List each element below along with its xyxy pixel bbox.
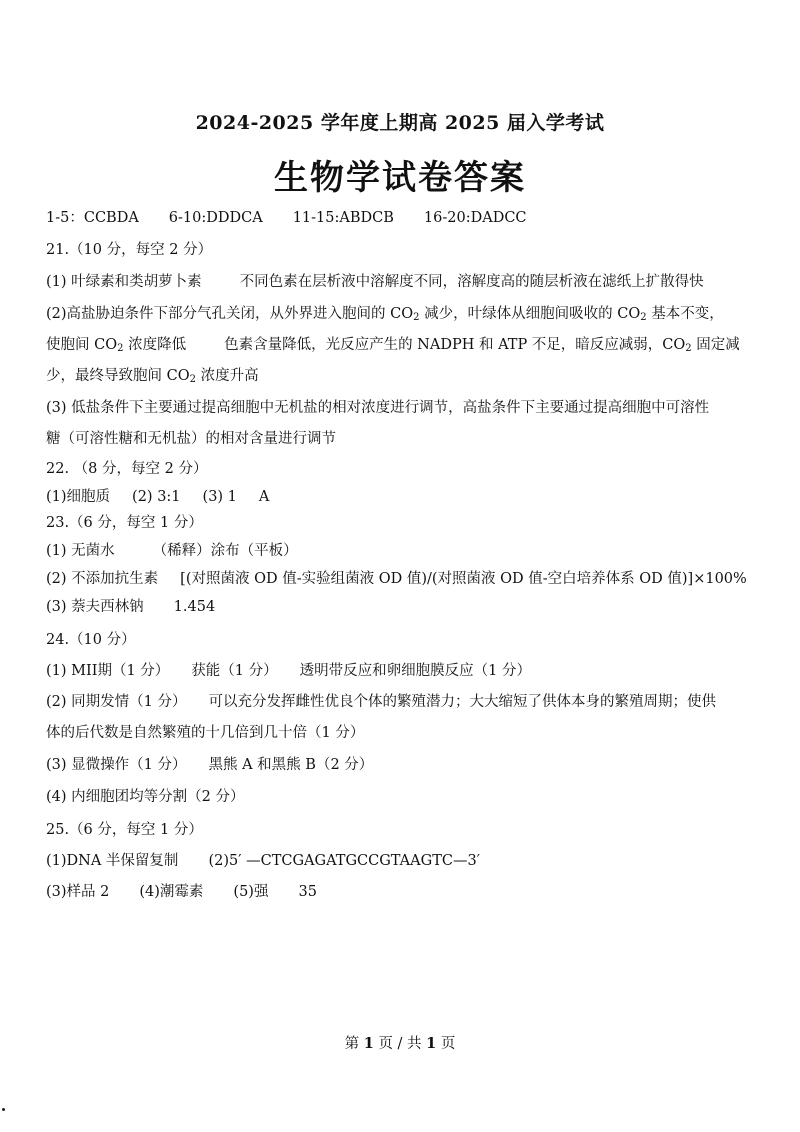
page-total: 1 bbox=[426, 1035, 437, 1052]
q22-answers: (1)细胞质 (2) 3:1 (3) 1 A bbox=[46, 489, 270, 505]
subject-title: 生物学试卷答案 bbox=[274, 158, 526, 198]
q21-answer-2-line-3: 少，最终导致胞间 $CO_2$ 浓度升高 bbox=[46, 368, 259, 385]
choice-group-4: 16-20:DADCC bbox=[423, 210, 527, 226]
choice-group-2: 6-10:DDDCA bbox=[168, 210, 263, 226]
q22-heading: 22. （8 分，每空 2 分） bbox=[46, 461, 208, 477]
q23-answer-3: (3) 萘夫西林钠 1.454 bbox=[46, 599, 216, 615]
q23-heading: 23.（6 分，每空 1 分） bbox=[46, 515, 203, 531]
q24-answer-1: (1) MII期（1 分） 获能（1 分） 透明带反应和卵细胞膜反应（1 分） bbox=[46, 663, 531, 679]
choice-answers bbox=[46, 208, 527, 228]
q21-answer-2-line-1: (2)高盐胁迫条件下部分气孔关闭，从外界进入胞间的 $CO_2$ 减少，叶绿体从细胞间吸收的 $CO_2$ 基本不变， bbox=[46, 306, 724, 323]
q23-answer-2: (2) 不添加抗生素 [(对照菌液 OD 值-实验组菌液 OD 值)/(对照菌液 OD 值-空白培养体系 OD 值)]×100% bbox=[46, 571, 747, 587]
q21-answer-2-line-2: 使胞间 $CO_2$ 浓度降低 色素含量降低，光反应产生的 NADPH 和 ATP 不足，暗反应减弱，$CO_2$ 固定减 bbox=[46, 337, 740, 354]
q25-heading: 25.（6 分，每空 1 分） bbox=[46, 822, 203, 838]
q24-heading: 24.（10 分） bbox=[46, 632, 136, 648]
choice-group-3: 11-15:ABDCB bbox=[292, 210, 394, 226]
q24-answer-3: (3) 显微操作（1 分） 黑熊 A 和黑熊 B（2 分） bbox=[46, 757, 374, 773]
q21-answer-3-line-2: 糖（可溶性糖和无机盐）的相对含量进行调节 bbox=[46, 431, 336, 447]
page-number: 1 bbox=[363, 1035, 374, 1052]
q24-answer-2-line-1: (2) 同期发情（1 分） 可以充分发挥雌性优良个体的繁殖潜力；大大缩短了供体本身的繁殖周期；使供 bbox=[46, 694, 716, 710]
scan-mark bbox=[2, 1108, 5, 1111]
q21-heading: 21.（10 分，每空 2 分） bbox=[46, 242, 213, 258]
choice-group-1: 1-5：CCBDA bbox=[46, 210, 139, 226]
q24-answer-4: (4) 内细胞团均等分割（2 分） bbox=[46, 789, 245, 805]
q21-answer-3-line-1: (3) 低盐条件下主要通过提高细胞中无机盐的相对浓度进行调节，高盐条件下主要通过提高细胞中可溶性 bbox=[46, 400, 710, 416]
q24-answer-2-line-2: 体的后代数是自然繁殖的十几倍到几十倍（1 分） bbox=[46, 725, 365, 741]
page-footer: 第 1 页 / 共 1 页 bbox=[344, 1035, 456, 1052]
exam-title: 2024-2025 学年度上期高 2025 届入学考试 bbox=[195, 112, 605, 134]
q21-answer-1: (1) 叶绿素和类胡萝卜素 不同色素在层析液中溶解度不同，溶解度高的随层析液在滤纸上扩散得快 bbox=[46, 274, 704, 290]
q23-answer-1: (1) 无菌水 （稀释）涂布（平板） bbox=[46, 543, 298, 559]
q25-answers-row-2: (3)样品 2 (4)潮霉素 (5)强 35 bbox=[46, 884, 317, 900]
q25-answers-row-1: (1)DNA 半保留复制 (2)5′ —CTCGAGATGCCGTAAGTC—3′ bbox=[46, 853, 480, 869]
